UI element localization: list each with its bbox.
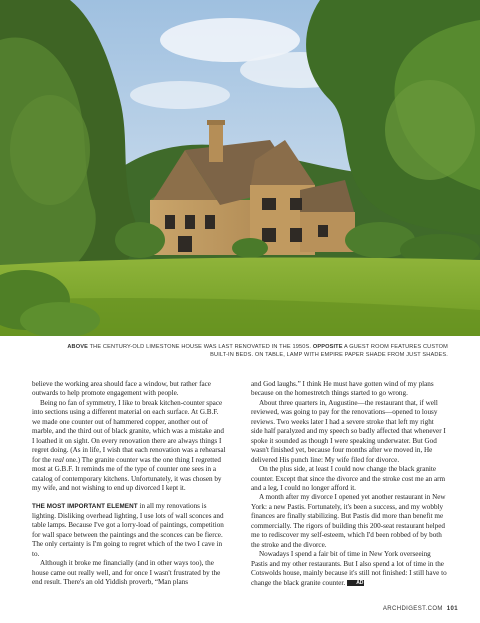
page-number: 101 — [446, 606, 458, 612]
article-paragraph: On the plus side, at least I could now change the black granite counter. Except that since the divorce and the stroke cost me an arm and a leg, I could no longer afford it. — [251, 465, 446, 492]
caption-text-above: THE CENTURY-OLD LIMESTONE HOUSE WAS LAST RENOVATED IN THE 1950S. — [89, 344, 312, 350]
page-footer — [383, 606, 458, 612]
article-paragraph-section: THE MOST IMPORTANT ELEMENT in all my renovations is lighting. Disliking overhead lighting, I use lots of wall sconces and table lamps. Because I've got a lorry-load of paintings, competition for wall space between the paintings and the sconces can be fierce. The only certainty is I'm going to regret which of the two I cave in to. — [32, 502, 224, 558]
article-column-right — [251, 380, 447, 588]
article-paragraph: A month after my divorce I opened yet another restaurant in New York: a new Pastis. Fortunately, it's been a success, and my wobbly finances are finally stabilizing. But Pastis did more than benefit me commercially. The rigors of building this 200-seat restaurant helped me to rediscover my self-esteem, which I'd been robbed of by both the stroke and the divorce. — [251, 493, 446, 549]
caption-label-above: ABOVE — [67, 344, 88, 350]
article-paragraph: About three quarters in, Augustine—the restaurant that, if well reviewed, was going to pay for the renovations—opened to lousy reviews. Two weeks later I had a severe stroke that left my right side half paralyzed and my speech so badly affected that whenever I spoke it sounded as though I were speaking underwater. But God wasn't finished yet, because four months after we moved in, He delivered His punch line: My wife filed for divorce. — [251, 398, 446, 464]
caption-text-opposite: A GUEST ROOM FEATURES CUSTOM BUILT-IN BEDS. ON TABLE, LAMP WITH EMPIRE PAPER SHADE FROM JUST SHADES. — [210, 344, 448, 358]
article-column-left — [32, 380, 228, 588]
article-paragraph: Being no fan of symmetry, I like to break kitchen-counter space into sections using a different material on each surface. At G.B.F. we made one counter out of hammered copper, another out of marble, and the third out of black granite, which was a mistake and I loathed it on sight. On every renovation there are always things I regret doing. (As in life, I wish that each renovation was a rehearsal for the real one.) The granite counter was the one thing I regretted most at G.B.F. It reminds me of the type of counter one sees in a catalog of contemporary kitchens. Unfortunately, it was chosen by my wife, and not wishing to end up divorced I kept it. — [32, 398, 226, 492]
article-paragraph: believe the working area should face a window, but rather face outwards to help promote engagement with people. — [32, 380, 211, 398]
run-in-heading: THE MOST IMPORTANT ELEMENT — [32, 503, 138, 511]
caption-label-opposite: OPPOSITE — [312, 344, 343, 350]
article-paragraph: Nowadays I spend a fair bit of time in New York overseeing Pastis and my other restaurants. But I also spend a lot of time in the Cotswolds house, mainly because it's still not finished: I still have to change the black granite counter. AD — [251, 550, 447, 587]
footer-site: ARCHDIGEST.COM — [382, 606, 443, 612]
article-paragraph: Although it broke me financially (and in other ways too), the house came out really well, and for once I wasn't frustrated by the end result. There's an old Yiddish proverb, “Man plans — [32, 559, 221, 587]
end-mark: AD — [347, 580, 364, 586]
photo-caption — [60, 343, 448, 359]
article-paragraph: and God laughs.” I think He must have gotten wind of my plans because on the homestretch things started to go wrong. — [251, 380, 434, 398]
